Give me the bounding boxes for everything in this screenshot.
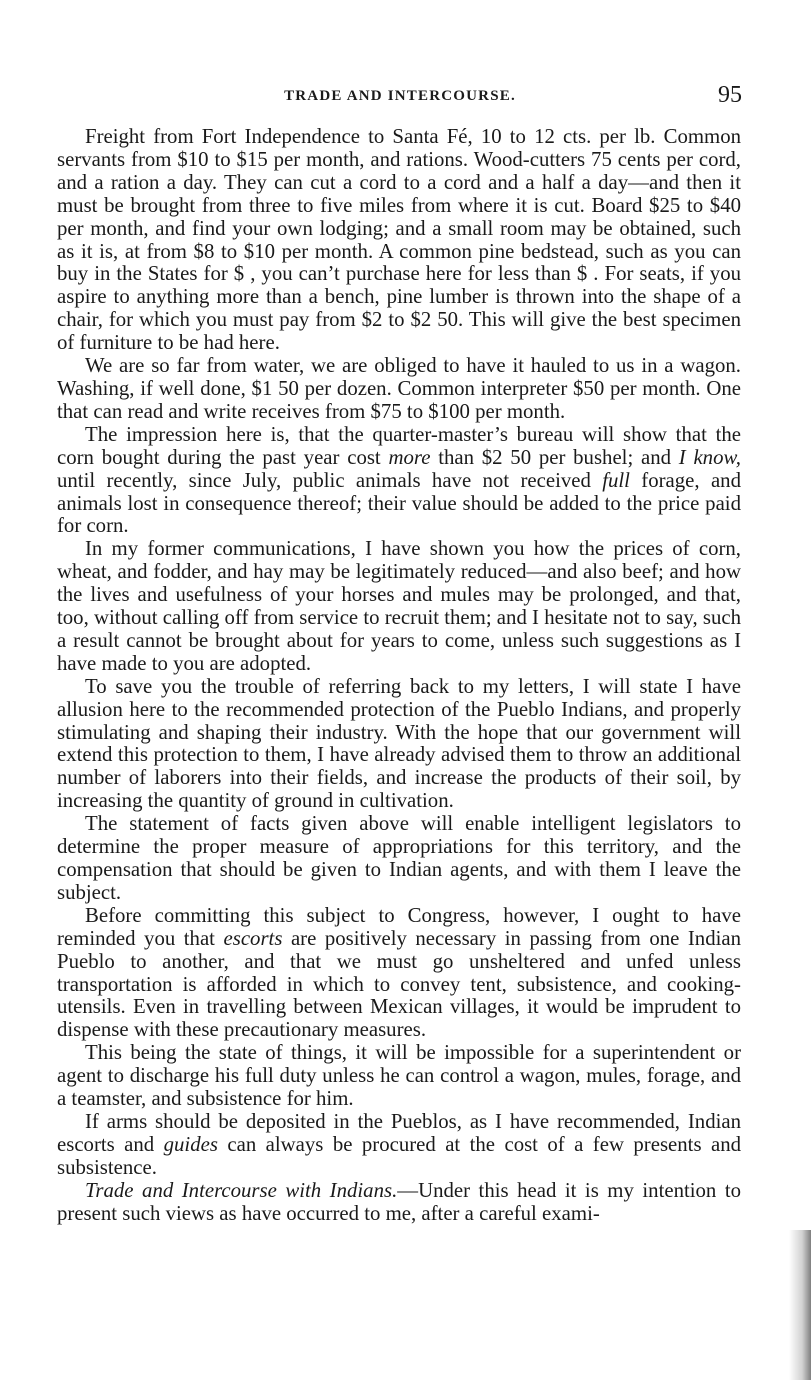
paragraph (57, 1111, 741, 1180)
italic-run: I know, (678, 445, 741, 469)
paragraph (57, 424, 741, 539)
text-run: are positively necessary in passing from one Indian Pueblo to another, and that we must go unsheltered and unfed unless transportation is afforded in which to convey tent, subsistence, and cooking-utensils. Even in travelling between Mexican villages, it would be imprudent to dispense with these precautionary measures. (57, 926, 742, 1042)
text-run: can always be procured at the cost of a few presents and subsistence. (57, 1132, 741, 1179)
running-head (56, 82, 744, 112)
text-run: —Under this head it is my intention to present such views as have occurred to me, after a careful exami- (57, 1178, 742, 1225)
paragraph (57, 1180, 741, 1226)
text-run: The impression here is, that the quarter-master’s bureau will show that the corn bought during the past year cost (57, 422, 741, 469)
italic-run: guides (163, 1132, 218, 1156)
paragraph (57, 126, 741, 355)
italic-run: escorts (223, 926, 283, 950)
italic-run: Trade and Intercourse with Indians. (85, 1178, 398, 1202)
text-run: forage, and animals lost in consequence thereof; their value should be added to the price paid for corn. (57, 468, 741, 538)
running-title: TRADE AND INTERCOURSE. (284, 88, 516, 104)
text-run: The statement of facts given above will enable intelligent legislators to determine the proper measure of appropriations for this territory, and the compensation that should be given to Indian agents, and with them I leave the subject. (57, 812, 741, 904)
paragraph (57, 905, 741, 1042)
paragraph (57, 538, 741, 675)
paragraph (57, 676, 741, 813)
page-number: 95 (718, 82, 742, 108)
text-run: If arms should be deposited in the Pueblos, as I have recommended, Indian escorts and (57, 1109, 741, 1156)
text-run: until recently, since July, public animals have not received (57, 468, 603, 492)
body-text (57, 126, 741, 1226)
binding-shadow (789, 1230, 811, 1380)
text-run: Freight from Fort Independence to Santa Fé, 10 to 12 cts. per lb. Common servants from $10 to $15 per month, and rations. Wood-cutters 75 cents per cord, and a ration a day. They can cut a cord to a cord and a half a day—and then it must be brought from three to five miles from where it is cut. Board $25 to $40 per month, and find your own lodging; and a small room may be obtained, such as it is, at from $8 to $10 per month. A common pine bedstead, such as you can buy in the States for $ , you can’t purchase here for less than $ . For seats, if you aspire to anything more than a bench, pine lumber is thrown into the shape of a chair, for which you must pay from $2 to $2 50. This will give the best specimen of furniture to be had here. (57, 125, 741, 355)
text-run: Before committing this subject to Congress, however, I ought to have reminded you that (57, 903, 741, 950)
paragraph (57, 1042, 741, 1111)
text-run: In my former communications, I have shown you how the prices of corn, wheat, and fodder, and hay may be legitimately reduced—and also beef; and how the lives and usefulness of your horses and mules may be prolonged, and that, too, without calling off from service to recruit them; and I hesitate not to say, such a result cannot be brought about for years to come, unless such suggestions as I have made to you are adopted. (57, 537, 741, 675)
paragraph (57, 355, 741, 424)
text-run: To save you the trouble of referring back to my letters, I will state I have allusion here to the recommended protection of the Pueblo Indians, and properly stimulating and shaping their industry. With the hope that our government will extend this protection to them, I have already advised them to throw an additional number of laborers into their fields, and increase the products of their soil, by increasing the quantity of ground in cultivation. (57, 674, 741, 813)
text-run: We are so far from water, we are obliged to have it hauled to us in a wagon. Washing, if well done, $1 50 per dozen. Common interpreter $50 per month. One that can read and write receives from $75 to $100 per month. (57, 354, 741, 423)
text-run: than $2 50 per bushel; and (430, 445, 679, 469)
paragraph (57, 813, 741, 905)
italic-run: full (602, 468, 630, 492)
text-run: This being the state of things, it will be impossible for a superintendent or agent to discharge his full duty unless he can control a wagon, mules, forage, and a teamster, and subsistence for him. (57, 1041, 741, 1111)
italic-run: more (388, 445, 431, 469)
